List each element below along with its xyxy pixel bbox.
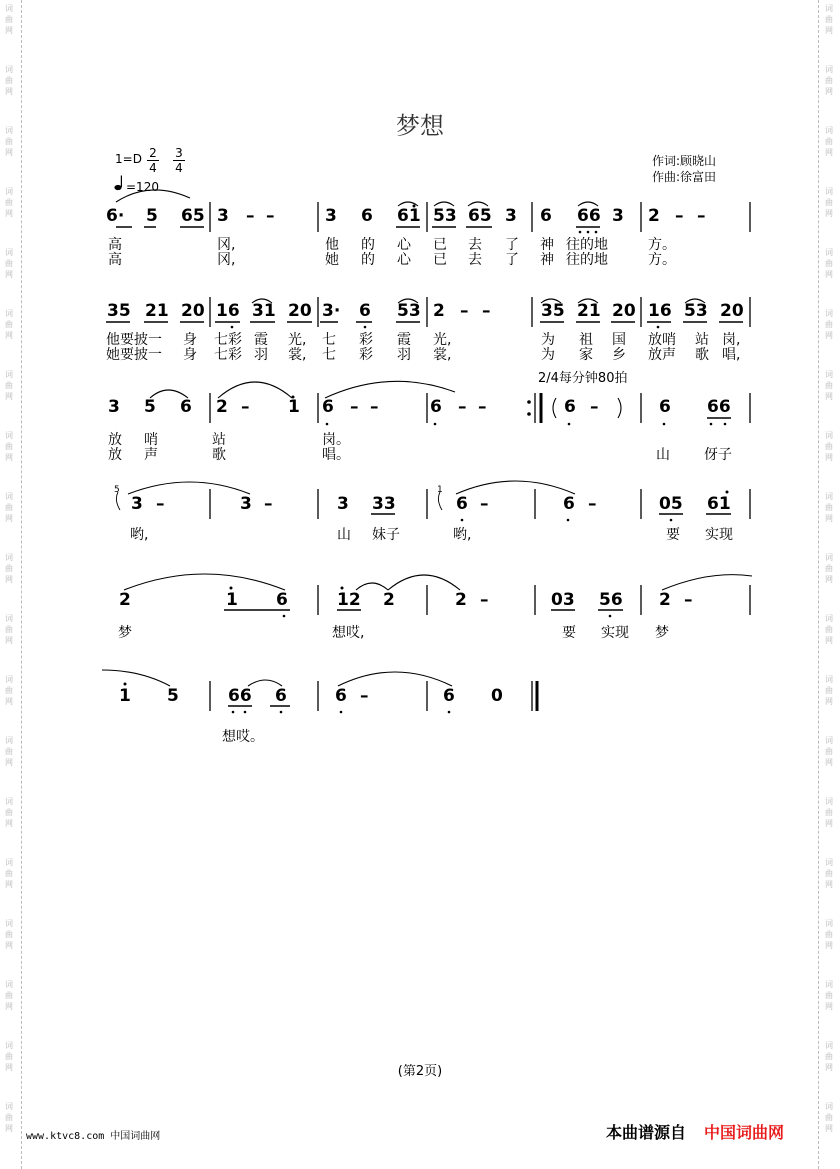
watermark-glyph: 网 xyxy=(825,392,833,401)
watermark-glyph: 词 xyxy=(5,980,13,989)
watermark-glyph: 曲 xyxy=(825,808,833,817)
lyric: 实现 xyxy=(601,625,629,641)
note: 56 xyxy=(599,590,623,610)
watermark-glyph: 曲 xyxy=(5,686,13,695)
note: 2 xyxy=(659,590,671,610)
watermark-glyph: 曲 xyxy=(5,320,13,329)
lyric: 伢子 xyxy=(704,447,732,463)
note: 3 xyxy=(325,206,337,226)
lyric: 往的地 xyxy=(566,237,608,253)
note: 61 xyxy=(397,206,421,226)
watermark-glyph: 曲 xyxy=(825,137,833,146)
lyric: 身 xyxy=(183,332,197,348)
note: 3 xyxy=(131,494,143,514)
lyric: 羽 xyxy=(254,347,268,363)
note: – xyxy=(360,686,369,706)
watermark-glyph: 曲 xyxy=(825,747,833,756)
note: 3· xyxy=(322,301,341,321)
note: 31 xyxy=(252,301,276,321)
watermark-glyph: 曲 xyxy=(825,259,833,268)
watermark-glyph: 词 xyxy=(5,4,13,13)
lyric: 往的地 xyxy=(566,252,608,268)
note: 53 xyxy=(397,301,421,321)
lyric: 梦 xyxy=(118,625,132,641)
note: – xyxy=(241,397,250,417)
watermark-glyph: 曲 xyxy=(5,930,13,939)
watermark-glyph: 词 xyxy=(825,126,833,135)
watermark-glyph: 词 xyxy=(5,187,13,196)
watermark-glyph: 网 xyxy=(5,1124,13,1133)
watermark-glyph: 网 xyxy=(5,758,13,767)
watermark-glyph: 曲 xyxy=(5,503,13,512)
watermark-glyph: 曲 xyxy=(825,15,833,24)
watermark-glyph: 网 xyxy=(825,148,833,157)
note: 1 xyxy=(226,590,238,610)
note: – xyxy=(675,206,684,226)
note: 20 xyxy=(181,301,205,321)
note: – xyxy=(478,397,487,417)
lyric: 裳, xyxy=(288,347,307,363)
note: 1 xyxy=(288,397,300,417)
note: 6 xyxy=(276,590,288,610)
note: 6 xyxy=(359,301,371,321)
watermark-glyph: 词 xyxy=(5,858,13,867)
note: 65 xyxy=(468,206,492,226)
watermark-glyph: 网 xyxy=(825,575,833,584)
lyric: 了 xyxy=(505,252,519,268)
note: 5 xyxy=(167,686,179,706)
watermark-glyph: 词 xyxy=(825,431,833,440)
note: 0 xyxy=(491,686,503,706)
note: 03 xyxy=(551,590,575,610)
watermark-glyph: 曲 xyxy=(825,1052,833,1061)
note: 12 xyxy=(337,590,361,610)
watermark-glyph: 网 xyxy=(825,758,833,767)
note: – xyxy=(590,397,599,417)
watermark-glyph: 曲 xyxy=(5,137,13,146)
lyric: 岗。 xyxy=(322,432,350,448)
note: – xyxy=(480,494,489,514)
watermark-glyph: 网 xyxy=(825,87,833,96)
note: 66 xyxy=(228,686,252,706)
watermark-glyph: 网 xyxy=(5,1063,13,1072)
lyric: 光, xyxy=(433,332,452,348)
lyric: 霞 xyxy=(254,332,268,348)
watermark-glyph: 网 xyxy=(5,209,13,218)
note: – xyxy=(264,494,273,514)
lyric: 彩 xyxy=(359,332,373,348)
watermark-glyph: 曲 xyxy=(825,625,833,634)
watermark-glyph: 词 xyxy=(825,980,833,989)
watermark-glyph: 词 xyxy=(5,919,13,928)
lyric: 方。 xyxy=(648,252,676,268)
lyric: 身 xyxy=(183,347,197,363)
note: 3 xyxy=(612,206,624,226)
watermark-glyph: 网 xyxy=(825,209,833,218)
lyric: 山 xyxy=(656,447,670,463)
note: 6 xyxy=(275,686,287,706)
note: 1 xyxy=(119,686,131,706)
watermark-glyph: 网 xyxy=(5,331,13,340)
note: – xyxy=(370,397,379,417)
note: 61 xyxy=(707,494,731,514)
note: 6 xyxy=(322,397,334,417)
watermark-glyph: 曲 xyxy=(825,320,833,329)
lyric: 妹子 xyxy=(372,527,400,543)
lyric: 祖 xyxy=(579,332,593,348)
watermark-glyph: 词 xyxy=(825,492,833,501)
note: 3 xyxy=(505,206,517,226)
lyric: 羽 xyxy=(397,347,411,363)
watermark-glyph: 网 xyxy=(5,514,13,523)
note: 6 xyxy=(456,494,468,514)
site-url: www.ktvc8.com 中国词曲网 xyxy=(26,1131,161,1142)
note: 05 xyxy=(659,494,683,514)
lyric: 要 xyxy=(562,625,576,641)
lyric: 七彩 xyxy=(214,332,242,348)
watermark-glyph: 网 xyxy=(825,636,833,645)
watermark-glyph: 词 xyxy=(825,919,833,928)
lyric: 他要披一 xyxy=(106,332,162,348)
grace-note: 1 xyxy=(437,485,443,495)
watermark-glyph: 词 xyxy=(5,309,13,318)
lyric: 已 xyxy=(433,252,447,268)
watermark-glyph: 词 xyxy=(825,1041,833,1050)
lyric: 站 xyxy=(695,332,709,348)
note: 20 xyxy=(612,301,636,321)
watermark-glyph: 曲 xyxy=(5,869,13,878)
note: 3 xyxy=(337,494,349,514)
watermark-glyph: 曲 xyxy=(825,686,833,695)
watermark-glyph: 词 xyxy=(825,1102,833,1111)
tempo-marking: =120 xyxy=(126,180,159,194)
source-brand-link[interactable]: 中国词曲网 xyxy=(704,1123,785,1142)
note: 6 xyxy=(564,397,576,417)
watermark-glyph: 网 xyxy=(825,331,833,340)
lyric: 的 xyxy=(361,237,375,253)
note: 2 xyxy=(216,397,228,417)
watermark-glyph: 网 xyxy=(5,1002,13,1011)
lyric: 七 xyxy=(322,347,336,363)
lyric: 神 xyxy=(540,237,554,253)
note: 53 xyxy=(433,206,457,226)
lyric: 乡 xyxy=(612,347,626,363)
note: 6· xyxy=(106,206,125,226)
lyric: 的 xyxy=(361,252,375,268)
lyric: 高 xyxy=(108,252,122,268)
note: – xyxy=(350,397,359,417)
lyric: 想哎。 xyxy=(222,729,264,745)
lyric: 山 xyxy=(337,527,351,543)
note: 3 xyxy=(108,397,120,417)
note: – xyxy=(460,301,469,321)
lyric: 七 xyxy=(322,332,336,348)
lyric: 唱。 xyxy=(322,447,350,463)
note: – xyxy=(266,206,275,226)
song-title: 梦想 xyxy=(396,112,444,140)
lyric: 去 xyxy=(468,237,482,253)
note: 6 xyxy=(361,206,373,226)
lyric: 光, xyxy=(288,332,307,348)
note: – xyxy=(480,590,489,610)
lyric: 唱, xyxy=(722,347,741,363)
watermark-glyph: 曲 xyxy=(5,198,13,207)
lyric: 放声 xyxy=(648,347,676,363)
watermark-glyph: 词 xyxy=(825,248,833,257)
note: 2 xyxy=(648,206,660,226)
lyric: 去 xyxy=(468,252,482,268)
note: 35 xyxy=(541,301,565,321)
watermark-glyph: 网 xyxy=(5,87,13,96)
watermark-glyph: 词 xyxy=(825,614,833,623)
lyric: 彩 xyxy=(359,347,373,363)
lyric: 放哨 xyxy=(648,332,676,348)
note: 6 xyxy=(563,494,575,514)
composer-credit: 作曲:徐富田 xyxy=(652,170,717,184)
watermark-glyph: 曲 xyxy=(5,1113,13,1122)
note: 6 xyxy=(540,206,552,226)
watermark-glyph: 曲 xyxy=(825,76,833,85)
watermark-glyph: 词 xyxy=(5,736,13,745)
lyric: 霞 xyxy=(397,332,411,348)
watermark-glyph: 网 xyxy=(825,270,833,279)
watermark-glyph: 曲 xyxy=(5,442,13,451)
watermark-glyph: 词 xyxy=(5,492,13,501)
watermark-glyph: 曲 xyxy=(5,381,13,390)
time-signature-2-4: 2 4 xyxy=(146,146,160,175)
watermark-glyph: 曲 xyxy=(5,991,13,1000)
lyric: 要 xyxy=(666,527,680,543)
lyric: 放 xyxy=(108,432,122,448)
note: 16 xyxy=(648,301,672,321)
lyric: 冈, xyxy=(217,252,236,268)
watermark-glyph: 曲 xyxy=(825,930,833,939)
lyric: 国 xyxy=(612,332,626,348)
note: – xyxy=(156,494,165,514)
lyric: 裳, xyxy=(433,347,452,363)
watermark-glyph: 网 xyxy=(825,1063,833,1072)
note: 53 xyxy=(684,301,708,321)
watermark-glyph: 曲 xyxy=(5,625,13,634)
note: 6 xyxy=(430,397,442,417)
lyric: 他 xyxy=(325,237,339,253)
note: 2 xyxy=(455,590,467,610)
watermark-glyph: 词 xyxy=(5,1041,13,1050)
note: 2 xyxy=(433,301,445,321)
note: 16 xyxy=(216,301,240,321)
lyric: 七彩 xyxy=(214,347,242,363)
watermark-glyph: 词 xyxy=(5,1102,13,1111)
watermark-glyph: 曲 xyxy=(5,76,13,85)
note: – xyxy=(458,397,467,417)
watermark-glyph: 网 xyxy=(825,26,833,35)
note: – xyxy=(684,590,693,610)
grace-note: 5 xyxy=(114,485,120,495)
source-label: 本曲谱源自 xyxy=(606,1123,687,1142)
time-signature-3-4: 3 4 xyxy=(172,146,186,175)
watermark-glyph: 网 xyxy=(5,697,13,706)
watermark-glyph: 网 xyxy=(5,453,13,462)
watermark-glyph: 曲 xyxy=(825,991,833,1000)
watermark-glyph: 词 xyxy=(825,553,833,562)
note: 5 xyxy=(144,397,156,417)
watermark-glyph: 词 xyxy=(5,614,13,623)
watermark-glyph: 曲 xyxy=(825,1113,833,1122)
note: 20 xyxy=(720,301,744,321)
note: 66 xyxy=(577,206,601,226)
note: – xyxy=(697,206,706,226)
watermark-glyph: 词 xyxy=(5,126,13,135)
lyric: 为 xyxy=(541,347,555,363)
lyric: 家 xyxy=(579,347,593,363)
watermark-glyph: 词 xyxy=(825,65,833,74)
watermark-glyph: 网 xyxy=(825,1002,833,1011)
watermark-glyph: 曲 xyxy=(5,259,13,268)
watermark-glyph: 曲 xyxy=(825,198,833,207)
watermark-glyph: 曲 xyxy=(825,564,833,573)
watermark-glyph: 曲 xyxy=(825,381,833,390)
note: 35 xyxy=(107,301,131,321)
watermark-glyph: 词 xyxy=(5,431,13,440)
watermark-glyph: 网 xyxy=(5,819,13,828)
note: 66 xyxy=(707,397,731,417)
tempo-change-marking: 2/4每分钟80拍 xyxy=(538,371,628,386)
lyric: 了 xyxy=(505,237,519,253)
note: 6 xyxy=(335,686,347,706)
watermark-glyph: 词 xyxy=(5,248,13,257)
watermark-glyph: 网 xyxy=(825,941,833,950)
note: 5 xyxy=(146,206,158,226)
lyric: 冈, xyxy=(217,237,236,253)
watermark-glyph: 词 xyxy=(5,797,13,806)
watermark-glyph: 网 xyxy=(825,819,833,828)
watermark-glyph: 词 xyxy=(825,309,833,318)
lyric: 放 xyxy=(108,447,122,463)
watermark-glyph: 词 xyxy=(5,553,13,562)
watermark-glyph: 网 xyxy=(5,880,13,889)
watermark-glyph: 网 xyxy=(825,1124,833,1133)
note: 20 xyxy=(288,301,312,321)
lyric: 哨 xyxy=(144,432,158,448)
watermark-glyph: 曲 xyxy=(5,808,13,817)
lyric: 哟, xyxy=(453,527,472,543)
watermark-glyph: 词 xyxy=(5,65,13,74)
watermark-glyph: 网 xyxy=(5,26,13,35)
watermark-glyph: 词 xyxy=(825,675,833,684)
lyric: 梦 xyxy=(655,625,669,641)
lyric: 她 xyxy=(325,252,339,268)
note: 6 xyxy=(180,397,192,417)
lyric: 歌 xyxy=(695,347,709,363)
lyric: 为 xyxy=(541,332,555,348)
lyricist-credit: 作词:顾晓山 xyxy=(652,154,717,168)
source-credit xyxy=(606,1120,784,1143)
watermark-glyph: 网 xyxy=(5,148,13,157)
lyric: 她要披一 xyxy=(106,347,162,363)
watermark-glyph: 曲 xyxy=(825,442,833,451)
watermark-glyph: 曲 xyxy=(825,503,833,512)
lyric: 高 xyxy=(108,237,122,253)
note: 3 xyxy=(240,494,252,514)
note: 2 xyxy=(119,590,131,610)
note: – xyxy=(588,494,597,514)
note: 65 xyxy=(181,206,205,226)
note: 33 xyxy=(372,494,396,514)
watermark-glyph: 网 xyxy=(5,941,13,950)
watermark-glyph: 词 xyxy=(825,4,833,13)
note: – xyxy=(246,206,255,226)
lyric: 岗, xyxy=(722,332,741,348)
watermark-glyph: 词 xyxy=(825,370,833,379)
note: 3 xyxy=(217,206,229,226)
lyric: 心 xyxy=(397,252,411,268)
watermark-glyph: 词 xyxy=(825,187,833,196)
watermark-glyph: 词 xyxy=(825,858,833,867)
watermark-glyph: 词 xyxy=(825,797,833,806)
lyric: 歌 xyxy=(212,447,226,463)
note: 6 xyxy=(659,397,671,417)
note: – xyxy=(482,301,491,321)
note: 2 xyxy=(383,590,395,610)
watermark-glyph: 曲 xyxy=(5,15,13,24)
watermark-glyph: 曲 xyxy=(5,747,13,756)
lyric: 声 xyxy=(144,447,158,463)
watermark-glyph: 网 xyxy=(5,636,13,645)
key-signature: 1=D xyxy=(115,152,142,166)
lyric: 已 xyxy=(433,237,447,253)
watermark-glyph: 曲 xyxy=(825,869,833,878)
watermark-glyph: 词 xyxy=(5,370,13,379)
watermark-glyph: 词 xyxy=(825,736,833,745)
watermark-glyph: 网 xyxy=(5,270,13,279)
lyric: 心 xyxy=(397,237,411,253)
watermark-glyph: 网 xyxy=(825,697,833,706)
lyric: 实现 xyxy=(705,527,733,543)
watermark-glyph: 网 xyxy=(825,453,833,462)
watermark-glyph: 网 xyxy=(5,575,13,584)
page-number: (第2页) xyxy=(397,1064,443,1079)
note: 6 xyxy=(443,686,455,706)
note: 21 xyxy=(145,301,169,321)
note: 21 xyxy=(577,301,601,321)
lyric: 站 xyxy=(212,432,226,448)
watermark-glyph: 网 xyxy=(825,880,833,889)
watermark-glyph: 词 xyxy=(5,675,13,684)
lyric: 哟, xyxy=(130,527,149,543)
lyric: 想哎, xyxy=(332,625,365,641)
watermark-glyph: 曲 xyxy=(5,1052,13,1061)
watermark-glyph: 曲 xyxy=(5,564,13,573)
watermark-glyph: 网 xyxy=(5,392,13,401)
lyric: 神 xyxy=(540,252,554,268)
watermark-glyph: 网 xyxy=(825,514,833,523)
lyric: 方。 xyxy=(648,237,676,253)
